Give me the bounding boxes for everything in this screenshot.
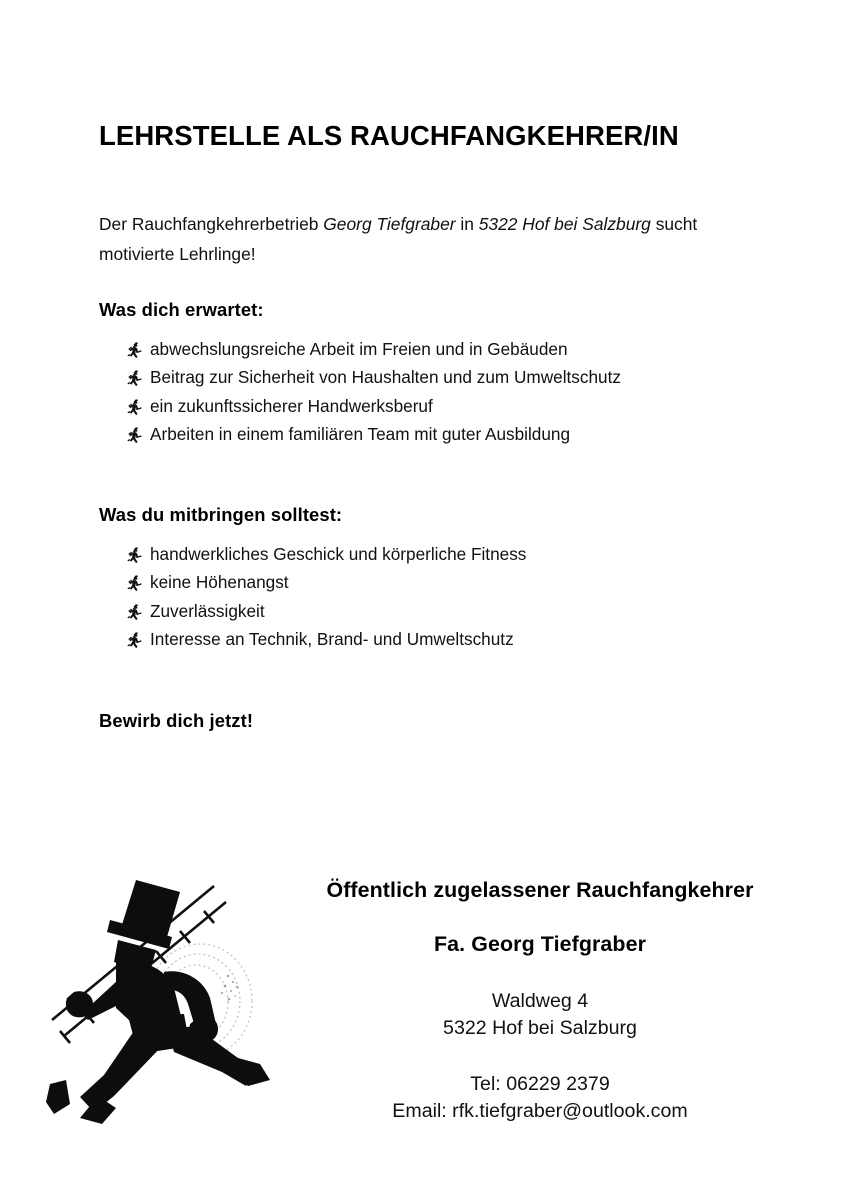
section-what-to-expect	[99, 299, 779, 448]
chimney-sweep-bullet-icon	[127, 601, 142, 618]
list-item	[99, 597, 779, 625]
footer-email[interactable]: Email: rfk.tiefgraber@outlook.com	[392, 1099, 688, 1122]
chimney-sweep-bullet-icon	[127, 424, 142, 441]
section-requirements	[99, 504, 779, 653]
list-item-label: abwechslungsreiche Arbeit im Freien und in Gebäuden	[150, 339, 568, 359]
footer-phone: Tel: 06229 2379	[470, 1072, 610, 1095]
footer-street: Waldweg 4	[491, 989, 589, 1012]
footer-city: 5322 Hof bei Salzburg	[443, 1016, 637, 1039]
footer-address	[242, 988, 838, 1042]
list-item	[99, 363, 779, 391]
chimney-sweep-bullet-icon	[127, 544, 142, 561]
chimney-sweep-bullet-icon	[127, 572, 142, 589]
chimney-sweep-bullet-icon	[127, 339, 142, 356]
list-item-label: handwerkliches Geschick und körperliche Fitness	[150, 544, 527, 564]
list-item-label: ein zukunftssicherer Handwerksberuf	[150, 395, 433, 416]
section-heading: Was du mitbringen solltest:	[99, 504, 343, 525]
intro-text-part3: sucht motivierte Lehrlinge!	[99, 214, 698, 265]
footer-contact-block	[242, 877, 838, 1125]
list-item	[99, 568, 779, 596]
list-item	[99, 335, 779, 363]
section-heading: Was dich erwartet:	[99, 299, 264, 320]
intro-text-part1: Der Rauchfangkehrerbetrieb	[99, 214, 324, 235]
footer-qualification: Öffentlich zugelassener Rauchfangkehrer	[326, 878, 754, 902]
chimney-sweep-bullet-icon	[127, 629, 142, 646]
chimney-sweep-bullet-icon	[127, 367, 142, 384]
intro-company-name: Georg Tiefgraber	[323, 214, 456, 235]
call-to-action-text: Bewirb dich jetzt!	[99, 710, 254, 731]
intro-text-part2: in	[455, 214, 479, 235]
list-item	[99, 420, 779, 448]
footer-contact-details	[242, 1071, 838, 1125]
intro-paragraph	[99, 209, 724, 269]
list-item-label: keine Höhenangst	[150, 572, 289, 593]
chimney-sweep-bullet-icon	[127, 396, 142, 413]
footer-company-name: Fa. Georg Tiefgraber	[434, 931, 646, 956]
list-item-label: Beitrag zur Sicherheit von Haushalten und zum Umweltschutz	[150, 367, 621, 388]
list-item-label: Zuverlässigkeit	[150, 600, 265, 621]
list-item	[99, 392, 779, 420]
intro-location: 5322 Hof bei Salzburg	[478, 214, 651, 235]
requirements-list	[99, 540, 779, 653]
list-item	[99, 540, 779, 568]
list-item	[99, 625, 779, 653]
list-item-label: Arbeiten in einem familiären Team mit guter Ausbildung	[150, 423, 571, 444]
expect-list	[99, 335, 779, 448]
list-item-label: Interesse an Technik, Brand- und Umweltschutz	[150, 628, 514, 649]
page-title: LEHRSTELLE ALS RAUCHFANGKEHRER/IN	[99, 120, 679, 152]
